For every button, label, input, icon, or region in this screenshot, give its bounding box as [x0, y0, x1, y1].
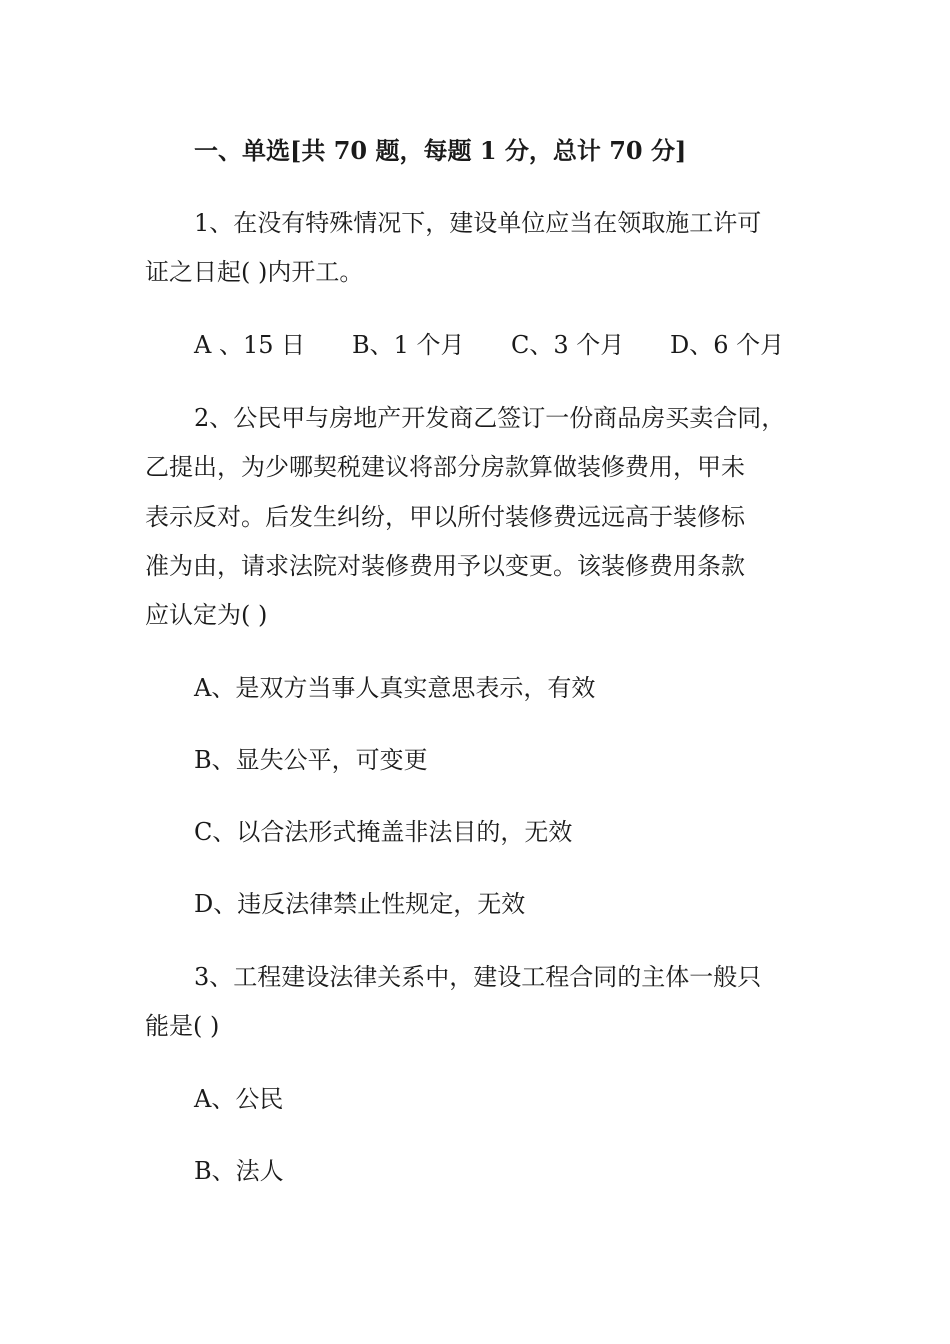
question-3-option-a: A、公民: [194, 1085, 284, 1113]
question-2-line-4: 准为由，请求法院对装修费用予以变更。该装修费用条款: [145, 552, 745, 580]
question-3-line-2: 能是( ): [145, 1012, 220, 1040]
question-1-option-b: B、1 个月: [352, 331, 465, 359]
question-3-option-b: B、法人: [194, 1157, 284, 1185]
question-2-option-c: C、以合法形式掩盖非法目的，无效: [194, 818, 573, 846]
question-2-line-1: 2、公民甲与房地产开发商乙签订一份商品房买卖合同，: [194, 404, 786, 432]
question-1-option-c: C、3 个月: [511, 331, 625, 359]
question-1-option-a: A 、15 日: [194, 331, 306, 359]
question-2-option-d: D、违反法律禁止性规定，无效: [194, 890, 526, 918]
question-3-line-1: 3、工程建设法律关系中，建设工程合同的主体一般只: [194, 963, 762, 991]
section-heading: 一、单选[共 70 题，每题 1 分，总计 70 分]: [194, 136, 687, 165]
question-2-line-3: 表示反对。后发生纠纷，甲以所付装修费远远高于装修标: [145, 503, 745, 531]
question-1-line-2: 证之日起( )内开工。: [145, 258, 364, 286]
question-2-option-a: A、是双方当事人真实意思表示，有效: [194, 674, 596, 702]
question-2-line-5: 应认定为( ): [145, 601, 268, 629]
question-2-line-2: 乙提出，为少哪契税建议将部分房款算做装修费用，甲未: [145, 453, 745, 481]
question-2-option-b: B、显失公平，可变更: [194, 746, 428, 774]
question-1-line-1: 1、在没有特殊情况下，建设单位应当在领取施工许可: [194, 209, 762, 237]
question-1-option-d: D、6 个月: [670, 331, 785, 359]
